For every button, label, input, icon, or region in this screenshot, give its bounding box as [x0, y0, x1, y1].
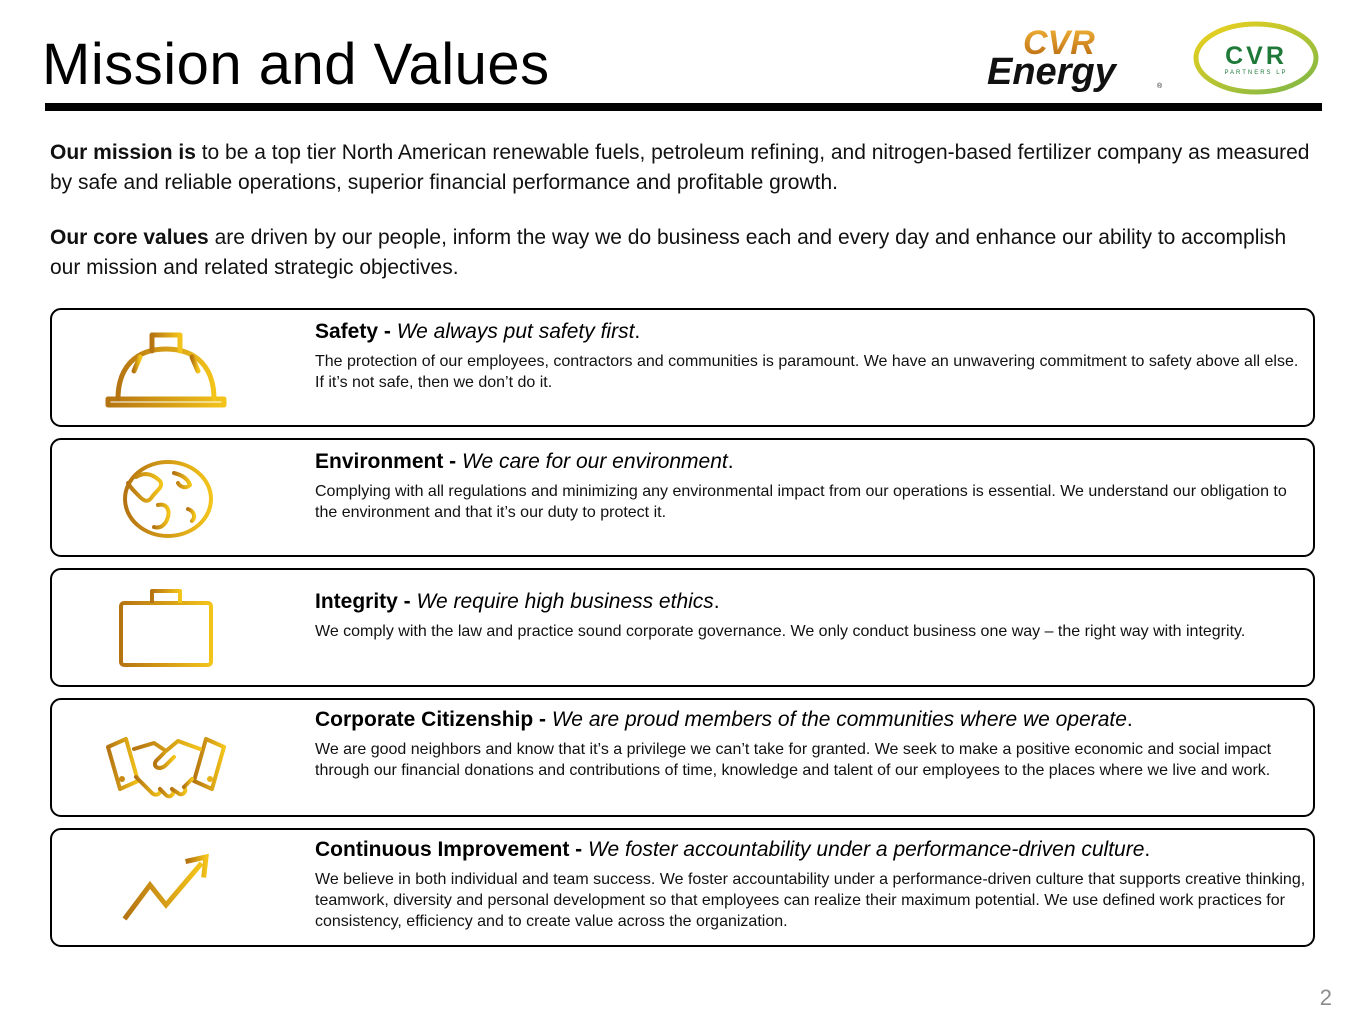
value-heading: Safety - We always put safety first. — [315, 320, 641, 343]
svg-text:®: ® — [1157, 83, 1163, 90]
value-heading: Integrity - We require high business ethics. — [315, 590, 720, 613]
value-heading: Environment - We care for our environment. — [315, 450, 734, 473]
value-card-safety — [50, 308, 1315, 427]
value-description: We comply with the law and practice sound corporate governance. We only conduct business one way – the right way with integrity. — [315, 623, 1246, 640]
page-number: 2 — [1319, 985, 1332, 1010]
hard-hat-icon — [104, 327, 228, 411]
value-description: Complying with all regulations and minimizing any environmental impact from our operations is essential. We understand our obligation to the environment and that it’s our duty to protect it. — [315, 483, 1287, 521]
core-values-statement: Our core values are driven by our people, inform the way we do business each and every day and enhance our ability to accomplish our mission and related strategic objectives. — [50, 226, 1287, 279]
value-description: The protection of our employees, contractors and communities is paramount. We have an unwavering commitment to safety above all else. If it’s not safe, then we don’t do it. — [315, 353, 1299, 391]
svg-text:CVR: CVR — [1023, 24, 1095, 62]
value-description: We are good neighbors and know that it’s a privilege we can’t take for granted. We seek to make a positive economic and social impact through our financial donations and contributions of time, knowledge and talent of our employees to the places where we live and work. — [315, 741, 1272, 779]
mission-statement: Our mission is to be a top tier North American renewable fuels, petroleum refining, and nitrogen-based fertilizer company as measured by safe and reliable operations, superior financial performance and profitable growth. — [50, 141, 1310, 194]
svg-text:CVR: CVR — [1225, 42, 1287, 70]
title-rule — [45, 103, 1322, 111]
growth-chart-icon — [104, 847, 228, 931]
svg-text:Energy: Energy — [987, 51, 1116, 92]
value-heading: Continuous Improvement - We foster accountability under a performance-driven culture. — [315, 838, 1151, 861]
value-heading: Corporate Citizenship - We are proud members of the communities where we operate. — [315, 708, 1133, 731]
page-title: Mission and Values — [42, 32, 550, 97]
svg-text:PARTNERS LP: PARTNERS LP — [1224, 70, 1288, 76]
globe-icon — [104, 457, 228, 541]
value-card-continuous-improvement — [50, 828, 1315, 947]
value-card-corporate-citizenship — [50, 698, 1315, 817]
cvr-energy-logo — [985, 24, 1165, 92]
value-card-environment — [50, 438, 1315, 557]
value-card-integrity — [50, 568, 1315, 687]
briefcase-icon — [104, 587, 228, 671]
cvr-partners-logo — [1192, 20, 1320, 96]
handshake-icon — [104, 717, 228, 801]
value-description: We believe in both individual and team success. We foster accountability under a performance-driven culture that supports creative thinking, teamwork, diversity and personal development so that employees can realize their maximum potential. We use defined work practices for consistency, efficiency and to create value across the organization. — [315, 871, 1306, 930]
